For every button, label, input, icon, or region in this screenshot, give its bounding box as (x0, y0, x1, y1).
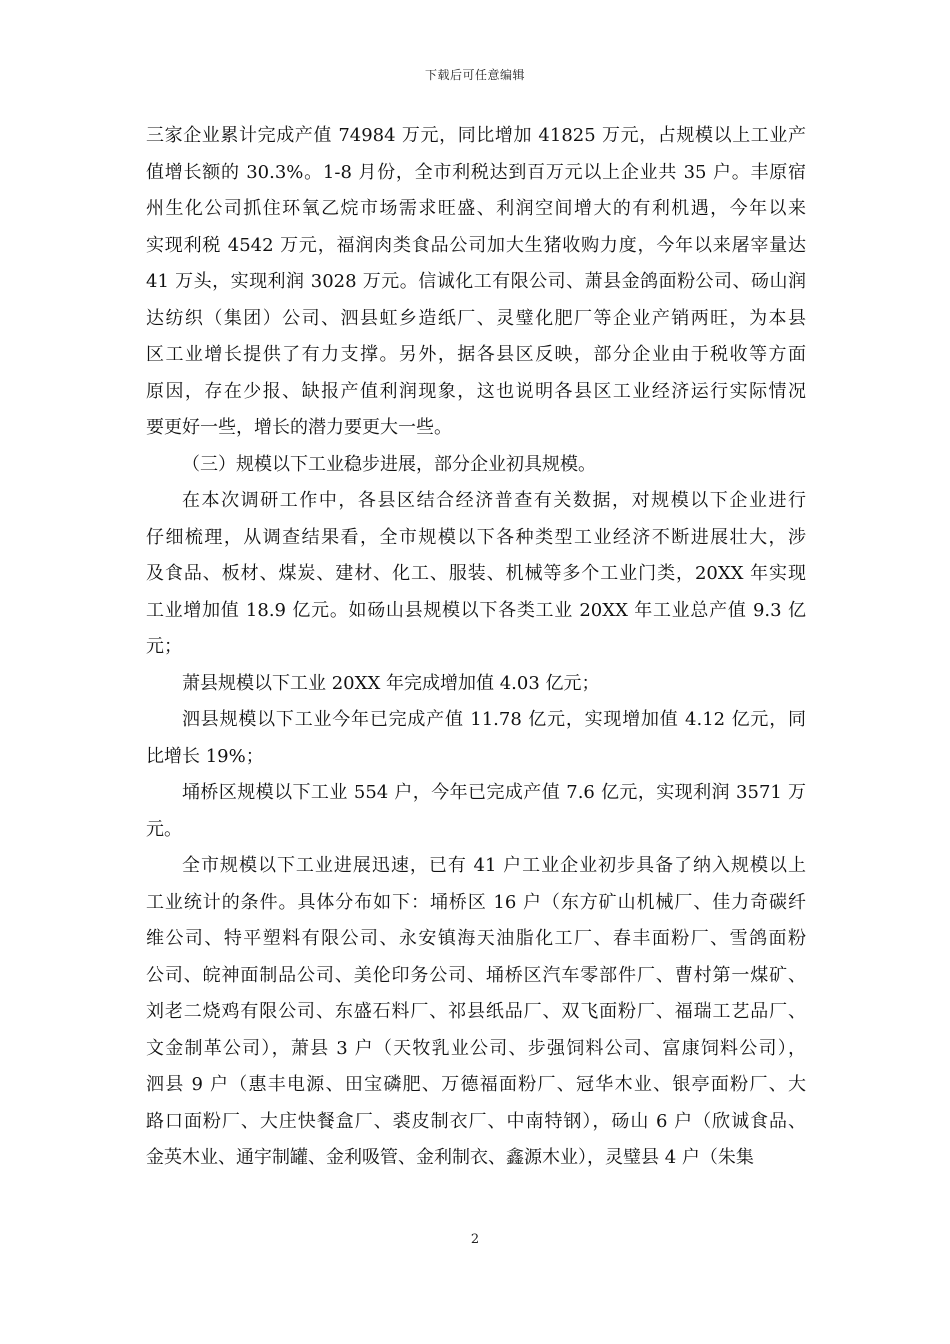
paragraph (146, 702, 806, 775)
text-line: 公司、皖神面制品公司、美伦印务公司、埇桥区汽车零部件厂、曹村第一煤矿、 (146, 964, 806, 986)
text-line: 全市规模以下工业进展迅速，已有 41 户工业企业初步具备了纳入规模以上 (182, 855, 806, 876)
text-line: 及食品、板材、煤炭、建材、化工、服装、机械等多个工业门类，20XX 年实现 (146, 563, 806, 584)
text-line: 埇桥区规模以下工业 554 户，今年已完成产值 7.6 亿元，实现利润 3571 万 (182, 782, 806, 803)
paragraph (146, 118, 806, 447)
paragraph (146, 848, 806, 1177)
paragraph (146, 775, 806, 848)
text-line: 原因，存在少报、缺报产值利润现象，这也说明各县区工业经济运行实际情况 (146, 380, 806, 402)
text-line: 泗县 9 户（惠丰电源、田宝磷肥、万德福面粉厂、冠华木业、银亭面粉厂、大 (146, 1074, 806, 1095)
paragraph (146, 447, 806, 484)
text-line: 三家企业累计完成产值 74984 万元，同比增加 41825 万元，占规模以上工业产 (146, 125, 806, 146)
text-line: 达纺织（集团）公司、泗县虹乡造纸厂、灵璧化肥厂等企业产销两旺，为本县 (146, 307, 806, 329)
text-line: 元； (146, 636, 182, 657)
text-line: 萧县规模以下工业 20XX 年完成增加值 4.03 亿元； (182, 672, 600, 694)
text-line: 维公司、特平塑料有限公司、永安镇海天油脂化工厂、春丰面粉厂、雪鸽面粉 (146, 928, 806, 949)
text-line: 泗县规模以下工业今年已完成产值 11.78 亿元，实现增加值 4.12 亿元，同 (182, 709, 806, 730)
text-line: 要更好一些，增长的潜力要更大一些。 (146, 417, 452, 438)
text-line: （三）规模以下工业稳步进展，部分企业初具规模。 (182, 453, 596, 475)
text-line: 41 万头，实现利润 3028 万元。信诚化工有限公司、萧县金鸽面粉公司、砀山润 (146, 271, 806, 292)
text-line: 在本次调研工作中，各县区结合经济普查有关数据，对规模以下企业进行 (182, 490, 806, 511)
page-number: 2 (470, 1232, 480, 1247)
page-header: 下载后可任意编辑 (424, 68, 525, 82)
paragraph (146, 483, 806, 666)
text-line: 州生化公司抓住环氧乙烷市场需求旺盛、利润空间增大的有利机遇，今年以来 (146, 198, 806, 219)
text-line: 区工业增长提供了有力支撑。另外，据各县区反映，部分企业由于税收等方面 (146, 344, 806, 365)
document-body (146, 118, 806, 1177)
text-line: 实现利税 4542 万元，福润肉类食品公司加大生猪收购力度，今年以来屠宰量达 (146, 234, 806, 256)
text-line: 值增长额的 30.3%。1-8 月份，全市利税达到百万元以上企业共 35 户。丰原宿 (146, 161, 806, 183)
text-line: 比增长 19%； (146, 745, 264, 767)
paragraph (146, 666, 806, 703)
text-line: 元。 (146, 818, 182, 840)
text-line: 文金制革公司），萧县 3 户（天牧乳业公司、步强饲料公司、富康饲料公司）， (146, 1037, 806, 1059)
text-line: 仔细梳理，从调查结果看，全市规模以下各种类型工业经济不断进展壮大，涉 (146, 526, 806, 548)
text-line: 工业统计的条件。具体分布如下：埇桥区 16 户（东方矿山机械厂、佳力奇碳纤 (146, 891, 806, 913)
text-line: 路口面粉厂、大庄快餐盒厂、裘皮制衣厂、中南特钢），砀山 6 户（欣诚食品、 (146, 1110, 806, 1132)
text-line: 工业增加值 18.9 亿元。如砀山县规模以下各类工业 20XX 年工业总产值 9.3 亿 (146, 599, 806, 621)
text-line: 刘老二烧鸡有限公司、东盛石料厂、祁县纸品厂、双飞面粉厂、福瑞工艺品厂、 (146, 1001, 806, 1022)
text-line: 金英木业、通宇制罐、金利吸管、金利制衣、鑫源木业），灵璧县 4 户（朱集 (146, 1147, 754, 1168)
